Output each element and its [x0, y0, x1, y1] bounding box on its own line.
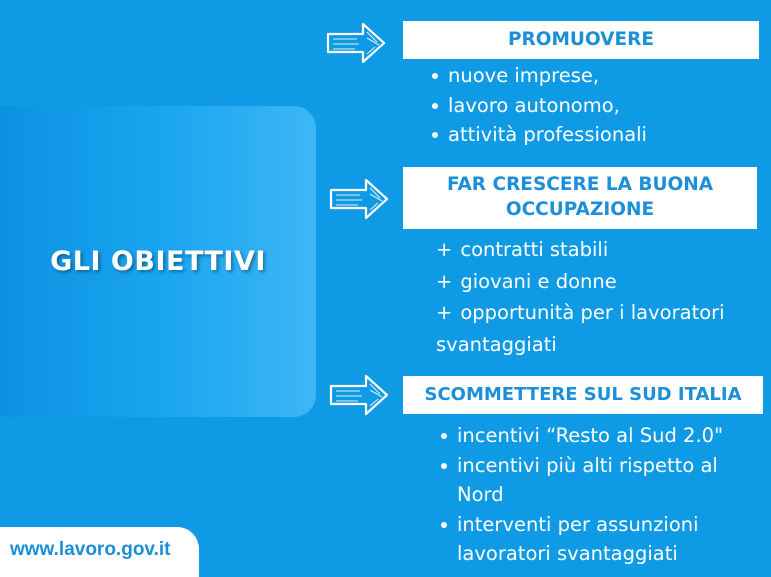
right-arrow-icon: [328, 372, 390, 418]
list-item-continuation: lavoratori svantaggiati: [457, 542, 678, 565]
bullet-icon: [441, 522, 447, 528]
list-item: + opportunità per i lavoratori: [436, 301, 725, 324]
objectives-card: [0, 106, 316, 417]
heading-line: FAR CRESCERE LA BUONA: [446, 174, 714, 196]
bullet-icon: [432, 132, 438, 138]
list-item: incentivi più alti rispetto al: [441, 451, 761, 481]
list-item: attività professionali: [432, 120, 647, 150]
section-heading-sud-italia: SCOMMETTERE SUL SUD ITALIA: [403, 376, 763, 414]
list-item-continuation: Nord: [457, 483, 504, 506]
objectives-title: GLI OBIETTIVI: [50, 246, 266, 277]
list-item: nuove imprese,: [432, 61, 647, 91]
footer-url-link[interactable]: www.lavoro.gov.it: [10, 539, 171, 560]
bullet-icon: [441, 463, 447, 469]
right-arrow-icon: [328, 176, 390, 222]
list-sud-italia: [441, 421, 761, 569]
list-item: interventi per assunzioni: [441, 510, 761, 540]
bullet-icon: [432, 103, 438, 109]
section-heading-promuovere: PROMUOVERE: [403, 21, 759, 59]
list-item: + giovani e donne: [436, 269, 617, 293]
list-promuovere: [432, 61, 647, 150]
bullet-icon: [432, 73, 438, 79]
list-occupazione: [436, 234, 756, 360]
list-item: + contratti stabili: [436, 238, 609, 261]
section-heading-occupazione: [403, 167, 757, 229]
list-item-continuation: svantaggiati: [436, 332, 557, 356]
list-item: lavoro autonomo,: [432, 91, 647, 121]
heading-line: OCCUPAZIONE: [505, 199, 655, 220]
list-item: incentivi “Resto al Sud 2.0": [441, 421, 761, 451]
bullet-icon: [441, 433, 447, 439]
right-arrow-icon: [325, 20, 387, 66]
